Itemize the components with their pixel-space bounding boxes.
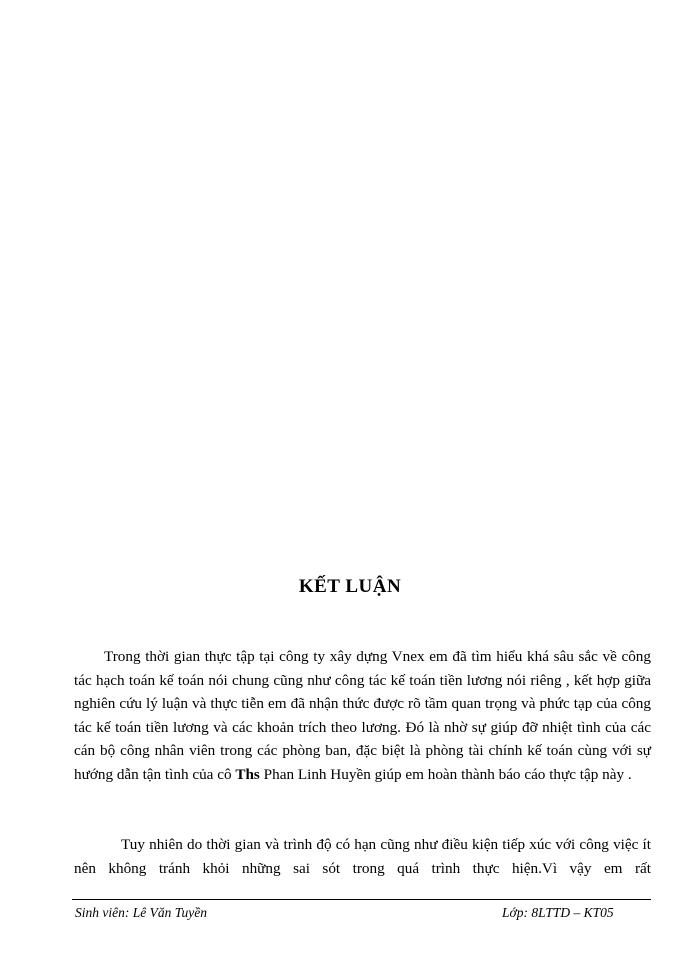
conclusion-paragraph-2: Tuy nhiên do thời gian và trình độ có hạn cũng như điều kiện tiếp xúc với công việc ít nên không tránh khỏi những sai sót trong quá trình thực hiện.Vì vậy em rất [74, 836, 651, 877]
paragraph-1-text-end: Phan Linh Huyền giúp em hoàn thành báo cáo thực tập này . [259, 765, 632, 783]
footer-class: Lớp: 8LTTD – KT05 [502, 905, 614, 920]
page-title: KẾT LUẬN [298, 576, 402, 597]
footer-divider [72, 899, 651, 900]
paragraph-1-text-start: Trong thời gian thực tập tại công ty xây dựng Vnex em đã tìm hiểu khá sâu sắc về công tác hạch toán kế toán nói chung cũng như công tác kế toán tiền lương nói riêng , kết hợp giữa nghiên cứu lý luận và thực tiễn em đã nhận thức được rõ tầm quan trọng và phức tạp của công tác kế toán tiền lương và các khoản trích theo lương. Đó là nhờ sự giúp đỡ nhiệt tình của các cán bộ công nhân viên trong các phòng ban, đặc biệt là phòng tài chính kế toán cùng với sự hướng dẫn tận tình của cô [74, 648, 651, 783]
footer-student-name: Sinh viên: Lê Văn Tuyền [75, 905, 207, 920]
advisor-title: Ths [235, 765, 260, 783]
conclusion-paragraph-1 [74, 645, 651, 786]
